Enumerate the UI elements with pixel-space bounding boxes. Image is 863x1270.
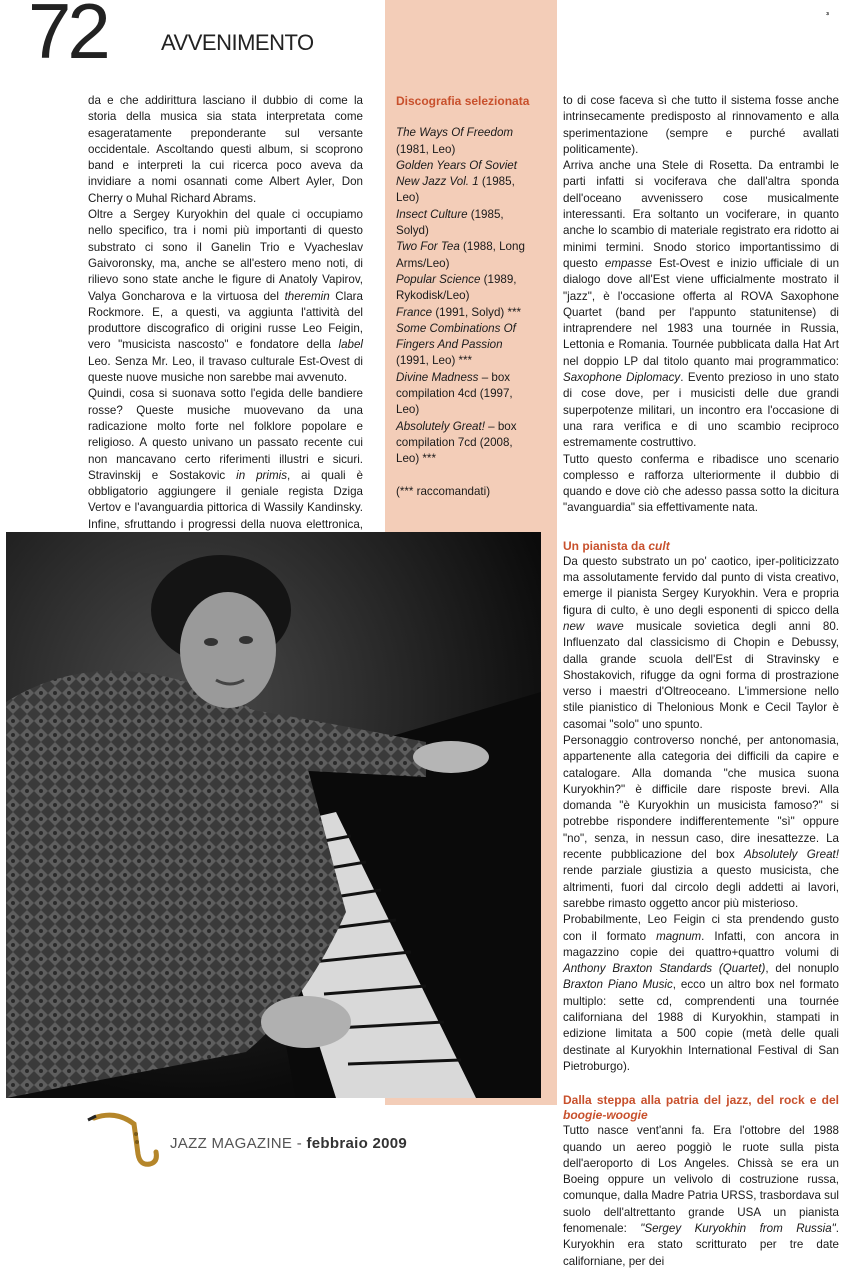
subheading-cult: Un pianista da cult — [563, 538, 670, 553]
article-column-3 — [563, 93, 839, 1270]
paragraph: Da questo substrato un po' caotico, iper-politicizzato ma assolutamente fervido dal punto di vista creativo, emerge il pianista Sergey Kuryokhin. Vera e propria figura di culto, è uno degli esponenti di spicco della new wave musicale sovietica degli anni 80. Influenzato dal classicismo di Chopin e Debussy, dalla grande scuola dell'Est di Stravinsky e Shostakovich, rifugge da ogni forma di prostrazione verso i maestri d'Oltreoceano. L'immersione nello stile pianistico di Thelonious Monk e Cecil Taylor è casomai "solo" uno spunto. — [563, 554, 839, 731]
paragraph: Arriva anche una Stele di Rosetta. Da entrambi le parti infatti si vociferava che dall'altra sponda dell'oceano avvenissero cose musicalmente interessanti. Era soltanto un vociferare, in quanto anche lo scambio di materiale registrato era ridotto ai minimi termini. Snodo storico importantissimo di questo empasse Est-Ovest e inizio ufficiale di un dialogo dove all'Est viene ufficialmente mostrato il "jazz", è l'occasione offerta al ROVA Saxophone Quartet (band per l'appunto statunitense) di intraprendere nel 1983 una tournée in Russia, Lettonia e Romania. Tournée pubblicata dalla Hat Art nel doppio LP dal titolo quanto mai programmatico: Saxophone Diplomacy. Evento prezioso in uno stato di cose dove, per i musicisti delle due grandi superpotenze militari, un incontro era l'occasione di una rara verifica e di uno scambio reciproco estremamente costruttivo. — [563, 159, 840, 450]
saxophone-icon — [86, 1106, 166, 1170]
discography-entry: Divine Madness – box compilation 4cd (1997, Leo) — [396, 370, 513, 417]
paragraph: Tutto nasce vent'anni fa. Era l'ottobre del 1988 quando un aereo poggiò le ruote sulla pista dell'aeroporto di Los Angeles. Chissà se era un Boeing oppure un velivolo di costruzione russa, comunque, dalla Madre Patria URSS, trasbordava sul suolo dell'altrettanto grande USA un pianista fenomenale: "Sergey Kuryokhin from Russia". Kuryokhin era stato scritturato per tre date californiane, per dei — [563, 1124, 839, 1268]
discography-note: (*** raccomandati) — [396, 484, 491, 498]
discography-entry: Insect Culture (1985, Solyd) — [396, 207, 504, 238]
paragraph: to di cose faceva sì che tutto il sistema fosse anche intrinsecamente predisposto al rinnovamento e alla sperimentazione (sempre e purché avallati politicamente). — [563, 94, 839, 156]
paragraph: Probabilmente, Leo Feigin ci sta prendendo gusto con il formato magnum. Infatti, con ancora in magazzino copie dei quattro+quattro volumi di Anthony Braxton Standards (Quartet), del nonuplo Braxton Piano Music, ecco un altro box nel formato multiplo: sette cd, comprendenti una tournée californiana del 1988 di Kuryokhin, stampati in edizione limitata a 500 copie (metà delle quali destinate al Kuryokhin International Festival di San Pietroburgo). — [563, 913, 840, 1073]
magazine-footer: JAZZ MAGAZINE - febbraio 2009 — [170, 1135, 408, 1152]
article-column-1 — [88, 93, 363, 582]
discography-entry: Two For Tea (1988, Long Arms/Leo) — [396, 240, 525, 270]
paragraph: Tutto questo conferma e ribadisce uno scenario complesso e rafforza ulteriormente il dubbio di quando e dove ciò che adesso passa sotto la dicitura "avanguardia" sia effettivamente nata. — [563, 452, 839, 515]
discography-title: Discografia selezionata — [396, 94, 530, 108]
subheading-steppa: Dalla steppa alla patria del jazz, del rock e del boogie-woogie — [563, 1093, 839, 1123]
section-title: AVVENIMENTO — [161, 30, 314, 55]
corner-mark: ³ — [826, 10, 829, 20]
discography-entry: Some Combinations Of Fingers And Passion (1991, Leo) *** — [396, 321, 516, 368]
discography-entry: France (1991, Solyd) *** — [396, 305, 522, 319]
paragraph: Quindi, cosa si suonava sotto l'egida delle bandiere rosse? Queste musiche muovevano da una radicazione molto forte nel folklore popolare e religioso. A questo univano un passato recente cui non mancavano certo riferimenti illustri e sicuri. Stravinskij e Sostakovic in primis, ai quali è obbligatorio aggiungere il geniale regista Dziga Vertov e l'avanguardia pittorica di Wassily Kandinsky. Infine, sfruttando i progressi della nuova elettronica, — [88, 387, 363, 531]
discography-entry: Golden Years Of Soviet New Jazz Vol. 1 (1985, Leo) — [396, 158, 517, 205]
discography-entry: Absolutely Great! – box compilation 7cd (2008, Leo) *** — [396, 419, 517, 466]
paragraph: Oltre a Sergey Kuryokhin del quale ci occupiamo nello specifico, tra i nomi più importanti di questo substrato ci sono il Ganelin Trio e Vyacheslav Gaivoronsky, ma, anche se all'estero meno noti, di rilievo sono state anche le figure di Anatoly Vapirov, Valya Goncharova e la virtuosa del theremin Clara Rockmore. E, a questi, va aggiunta l'attività del produttore discografico di origini russe Leo Feigin, vero "musicista nascosto" e fondatore della label Leo. Senza Mr. Leo, il travaso culturale Est-Ovest di queste nuove musiche non sarebbe mai avvenuto. — [88, 208, 363, 385]
paragraph: Personaggio controverso nonché, per antonomasia, appartenente alla categoria dei difficili da capire e catalogare. Alla domanda "che musica suona Kuryokhin?" è difficile dare risposte brevi. Alla domanda "è Kuryokhin un musicista famoso?" si potrebbe rispondere indifferentemente "sì" oppure "no", senza, in nessun caso, dire inesattezze. La recente pubblicazione del box Absolutely Great! rende parziale giustizia a questo musicista, che altrimenti, fuori dal circolo degli addetti ai lavori, sarebbe rimasto oggetto ancor più misterioso. — [563, 733, 840, 910]
paragraph: da e che addirittura lasciano il dubbio di come la storia della musica sia stata interpretata come esageratamente preponderante sul versante occidentale. Ascoltando questi album, si scoprono band e interpreti la cui ricerca poco aveva da invidiare a nomi osannati come Albert Ayler, Don Cherry o Muhal Richard Abrams. — [88, 94, 363, 205]
page-number: 72 — [28, 0, 107, 75]
pianist-photo — [6, 532, 541, 1098]
discography-box — [396, 93, 534, 500]
discography-entry: Popular Science (1989, Rykodisk/Leo) — [396, 272, 517, 303]
discography-entry: The Ways Of Freedom (1981, Leo) — [396, 126, 514, 156]
